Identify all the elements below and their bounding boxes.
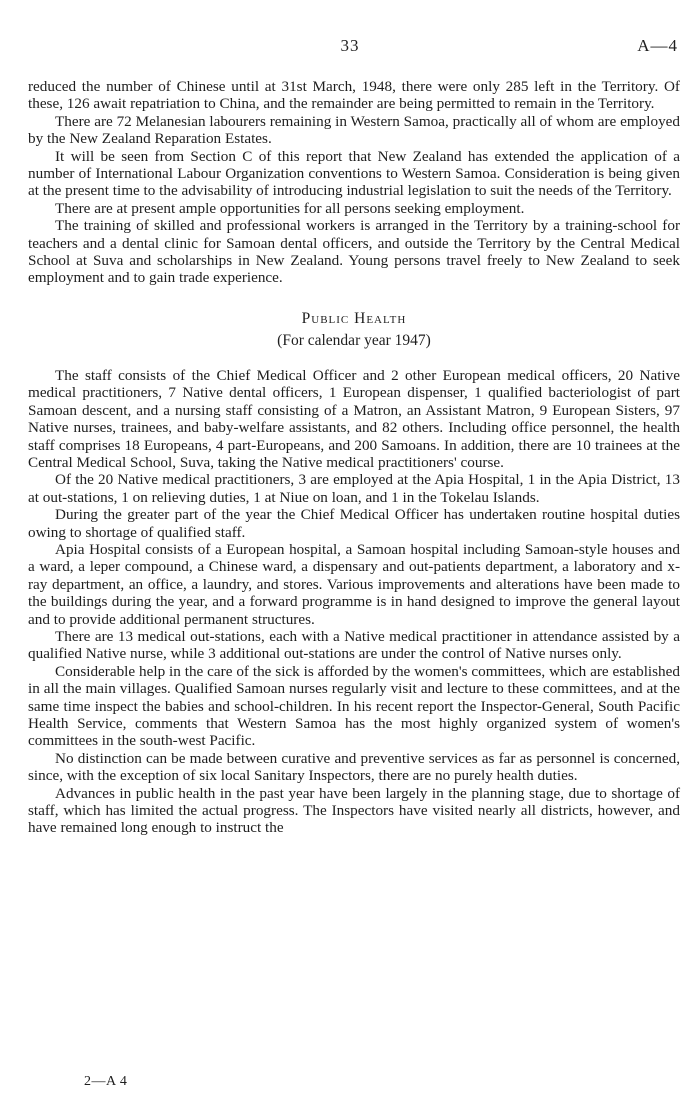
paragraph: There are 13 medical out-stations, each with a Native medical practitioner in attendance assisted by a qualified Native nurse, while 3 additional out-stations are under the control of Native nurses only. <box>28 627 680 663</box>
paragraph: It will be seen from Section C of this report that New Zealand has extended the application of a number of International Labour Organization conventions to Western Samoa. Consideration is being given at the present time to the advisability of introducing industrial legislation to suit the needs of the Territory. <box>28 147 680 200</box>
paragraph: There are 72 Melanesian labourers remaining in Western Samoa, practically all of whom are employed by the New Zealand Reparation Estates. <box>28 112 680 148</box>
page-number: 33 <box>340 36 360 55</box>
paragraph: The staff consists of the Chief Medical Officer and 2 other European medical officers, 20 Native medical practitioners, 7 Native dental officers, 1 European dispenser, 1 qualified bacteriologist of part Samoan descent, and a nursing staff consisting of a Matron, an Assistant Matron, 9 European Sisters, 97 Native nurses, trainees, and baby-welfare assistants, and 82 others. Including office personnel, the health staff comprises 18 Europeans, 4 part-Europeans, and 200 Samoans. In addition, there are 10 trainees at the Central Medical School, Suva, taking the Native medical practitioners' course. <box>28 366 680 471</box>
printer-signature: 2—A 4 <box>84 1074 128 1089</box>
paragraph: Of the 20 Native medical practitioners, 3 are employed at the Apia Hospital, 1 in the Apia District, 13 at out-stations, 1 on relieving duties, 1 at Niue on loan, and 1 in the Tokelau Islands. <box>28 471 680 506</box>
document-reference: A—4 <box>637 36 678 55</box>
section-subheading: (For calendar year 1947) <box>277 331 431 349</box>
paragraph-continued: reduced the number of Chinese until at 31st March, 1948, there were only 285 left in the Territory. Of these, 126 await repatriation to China, and the remainder are being permitted to remain in the Territory. <box>28 78 680 113</box>
paragraph: Advances in public health in the past year have been largely in the planning stage, due to shortage of staff, which has limited the actual progress. The Inspectors have visited nearly all districts, however, and have remained long enough to instruct the <box>28 784 680 837</box>
body-text <box>28 78 680 837</box>
section-heading: Public Health <box>301 309 407 327</box>
paragraph: During the greater part of the year the Chief Medical Officer has undertaken routine hospital duties owing to shortage of qualified staff. <box>28 506 680 541</box>
paragraph: Considerable help in the care of the sick is afforded by the women's committees, which are established in all the main villages. Qualified Samoan nurses regularly visit and lecture to these committees, and at the same time inspect the babies and school-children. In his recent report the Inspector-General, South Pacific Health Service, comments that Western Samoa has the most highly organized system of women's committees in the south-west Pacific. <box>28 662 680 750</box>
paragraph: There are at present ample opportunities for all persons seeking employment. <box>55 199 525 217</box>
paragraph: No distinction can be made between curative and preventive services as far as personnel is concerned, since, with the exception of six local Sanitary Inspectors, there are no purely health duties. <box>28 749 680 785</box>
paragraph: The training of skilled and professional workers is arranged in the Territory by a training-school for teachers and a dental clinic for Samoan dental officers, and outside the Territory by the Central Medical School at Suva and scholarships in New Zealand. Young persons travel freely to New Zealand to seek employment and to gain trade experience. <box>28 217 680 287</box>
paragraph: Apia Hospital consists of a European hospital, a Samoan hospital including Samoan-style houses and a ward, a leper compound, a Chinese ward, a dispensary and out-patients department, a laboratory and x-ray department, an office, a laundry, and stores. Various improvements and alterations have been made to the buildings during the year, and a forward programme is in hand designed to improve the general layout and to provide additional permanent structures. <box>28 540 680 628</box>
